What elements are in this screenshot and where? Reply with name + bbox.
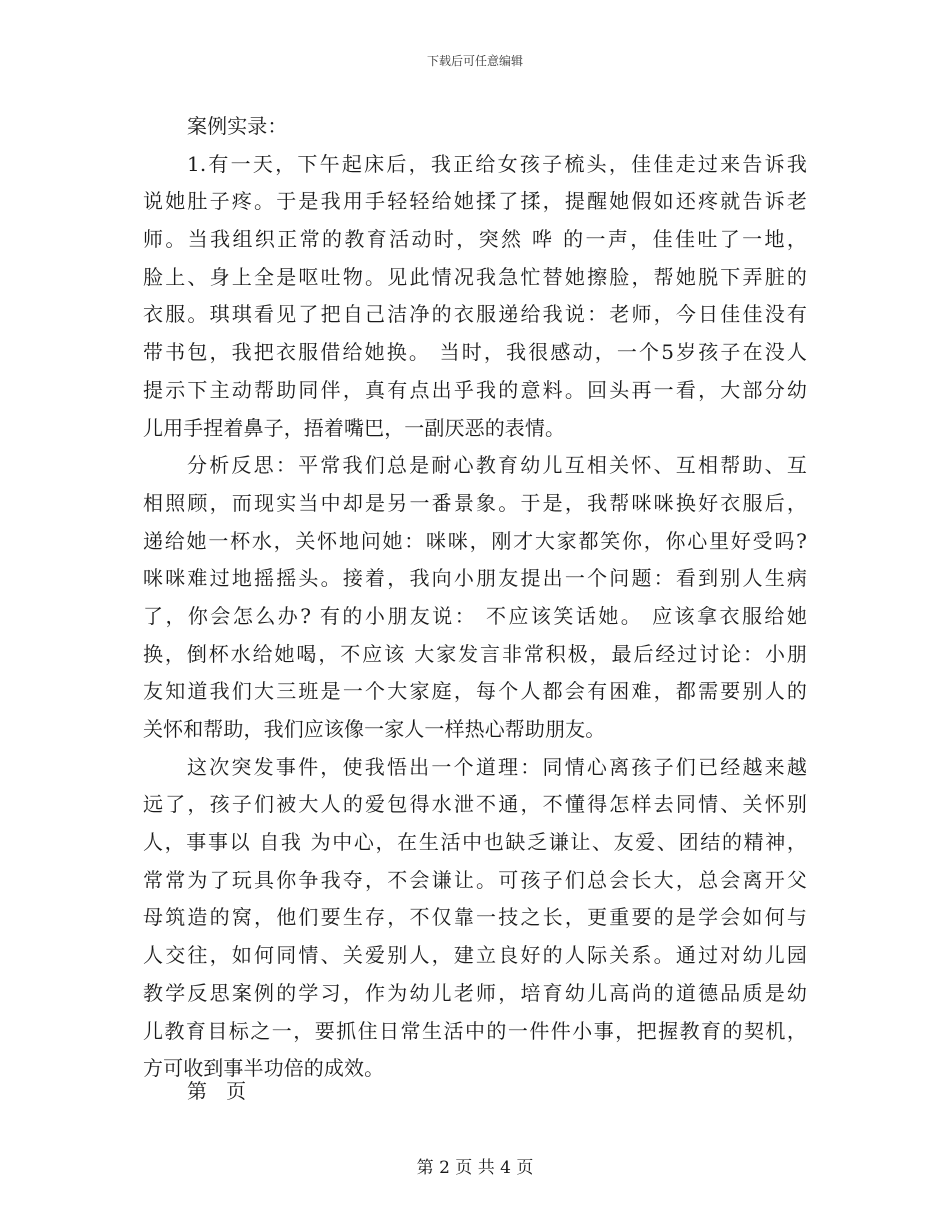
paragraph-3-line: 母筑造的窝，他们要生存，不仅靠一技之长，更重要的是学会如何与 bbox=[143, 905, 807, 930]
paragraph-2-line: 分析反思：平常我们总是耐心教育幼儿互相关怀、互相帮助、互 bbox=[187, 453, 807, 478]
paragraph-3-line: 这次突发事件，使我悟出一个道理：同情心离孩子们已经越来越 bbox=[187, 754, 807, 779]
paragraph-1-line: 带书包，我把衣服借给她换。 当时，我很感动，一个5岁孩子在没人 bbox=[143, 340, 807, 365]
paragraph-2-line: 友知道我们大三班是一个大家庭，每个人都会有困难，都需要别人的 bbox=[143, 679, 807, 704]
paragraph-3-line: 远了，孩子们被大人的爱包得水泄不通，不懂得怎样去同情、关怀别 bbox=[143, 792, 807, 817]
paragraph-1-line: 说她肚子疼。于是我用手轻轻给她揉了揉，提醒她假如还疼就告诉老 bbox=[143, 189, 807, 214]
paragraph-3-line: 方可收到事半功倍的成效。 bbox=[143, 1056, 385, 1081]
paragraph-3-line: 儿教育目标之一，要抓住日常生活中的一件件小事，把握教育的契机， bbox=[143, 1018, 807, 1043]
paragraph-1-line: 儿用手捏着鼻子，捂着嘴巴，一副厌恶的表情。 bbox=[143, 415, 566, 440]
paragraph-1-line: 1.有一天，下午起床后，我正给女孩子梳头，佳佳走过来告诉我 bbox=[187, 151, 807, 176]
paragraph-2-line: 关怀和帮助，我们应该像一家人一样热心帮助朋友。 bbox=[143, 717, 606, 741]
document-body bbox=[143, 108, 807, 1088]
page-header: 下载后可任意编辑 bbox=[426, 54, 523, 68]
paragraph-2-line: 咪咪难过地摇摇头。接着，我向小朋友提出一个问题：看到别人生病 bbox=[143, 566, 807, 591]
paragraph-1-line: 衣服。琪琪看见了把自己洁净的衣服递给我说：老师，今日佳佳没有 bbox=[143, 302, 807, 327]
page-number-placeholder: 第 页 bbox=[187, 1079, 247, 1103]
paragraph-3-line: 人交往，如何同情、关爱别人，建立良好的人际关系。通过对幼儿园 bbox=[143, 943, 807, 968]
paragraph-2-line: 递给她一杯水，关怀地问她：咪咪，刚才大家都笑你，你心里好受吗? bbox=[143, 528, 807, 553]
paragraph-2-line: 相照顾，而现实当中却是另一番景象。于是，我帮咪咪换好衣服后， bbox=[143, 490, 807, 515]
paragraph-3-line: 常常为了玩具你争我夺，不会谦让。可孩子们总会长大，总会离开父 bbox=[143, 867, 807, 892]
paragraph-1-line: 提示下主动帮助同伴，真有点出乎我的意料。回头再一看，大部分幼 bbox=[143, 377, 807, 402]
paragraph-3-line: 人，事事以 自我 为中心，在生活中也缺乏谦让、友爱、团结的精神， bbox=[143, 830, 807, 855]
paragraph-2-line: 了，你会怎么办? 有的小朋友说： 不应该笑话她。 应该拿衣服给她 bbox=[143, 603, 807, 628]
paragraph-1-line: 脸上、身上全是呕吐物。见此情况我急忙替她擦脸，帮她脱下弄脏的 bbox=[143, 264, 807, 289]
section-heading: 案例实录： bbox=[187, 114, 288, 138]
paragraph-1-line: 师。当我组织正常的教育活动时，突然 哗 的一声，佳佳吐了一地， bbox=[143, 227, 807, 252]
paragraph-2-line: 换，倒杯水给她喝，不应该 大家发言非常积极，最后经过讨论：小朋 bbox=[143, 641, 807, 666]
paragraph-3-line: 教学反思案例的学习，作为幼儿老师，培育幼儿高尚的道德品质是幼 bbox=[143, 980, 807, 1005]
page-footer: 第 2 页 共 4 页 bbox=[416, 1158, 534, 1178]
